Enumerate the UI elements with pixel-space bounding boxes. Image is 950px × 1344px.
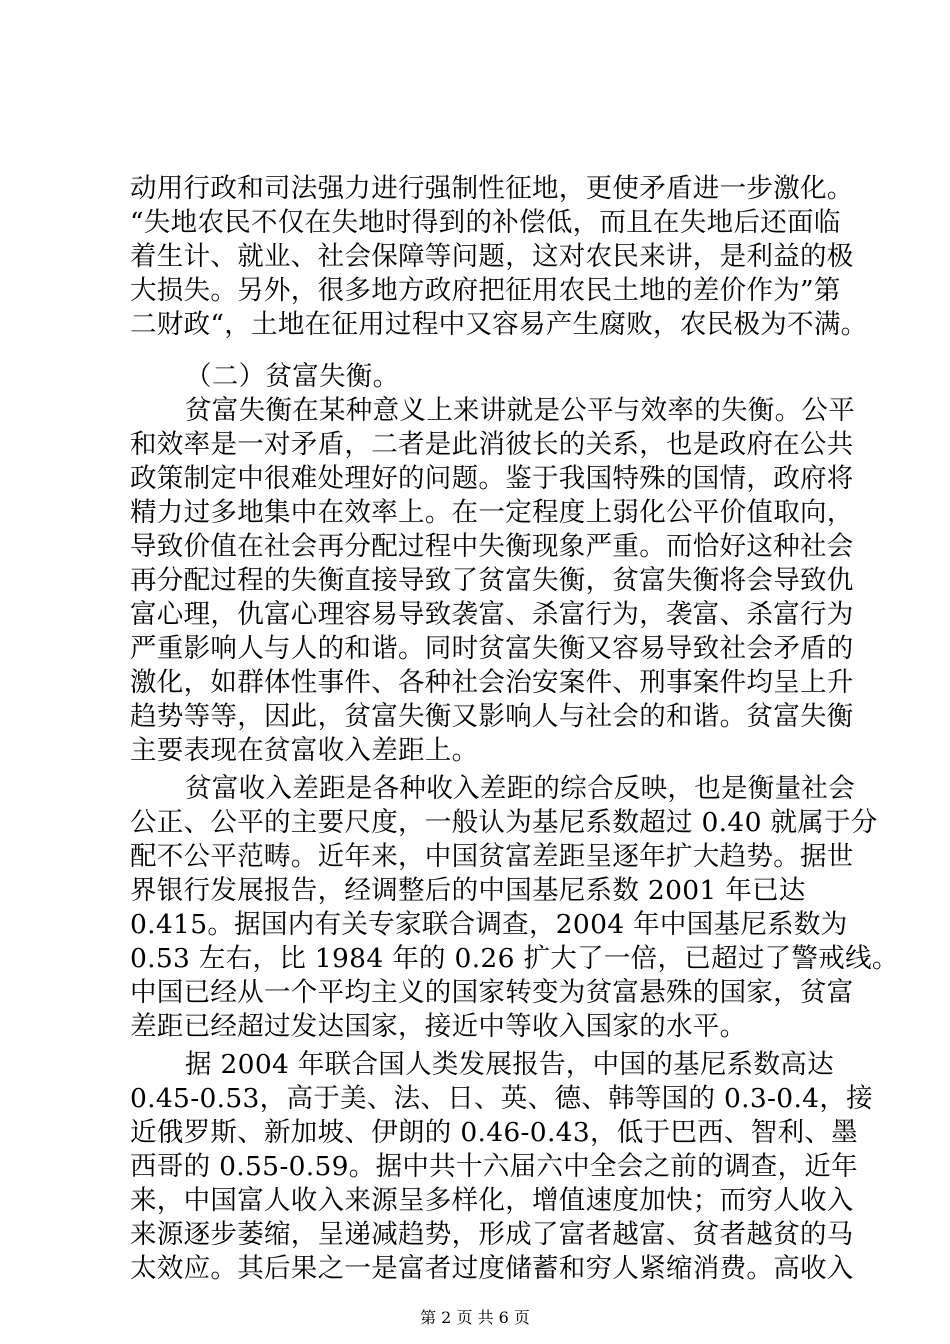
text-line: 精力过多地集中在效率上。在一定程度上弱化公平价值取向， xyxy=(130,497,854,528)
text-line: 据 2004 年联合国人类发展报告，中国的基尼系数高达 xyxy=(185,1049,834,1080)
text-line: 差距已经超过发达国家，接近中等收入国家的水平。 xyxy=(130,1011,747,1042)
page-number-footer: 第 2 页 共 6 页 xyxy=(420,1308,530,1327)
text-line: 0.53 左右，比 1984 年的 0.26 扩大了一倍，已超过了警戒线。 xyxy=(130,943,899,974)
text-line: 动用行政和司法强力进行强制性征地，更使矛盾进一步激化。 xyxy=(130,173,854,204)
text-line: 来，中国富人收入来源呈多样化，增值速度加快；而穷人收入 xyxy=(130,1185,854,1216)
text-line: 中国已经从一个平均主义的国家转变为贫富悬殊的国家，贫富 xyxy=(130,977,854,1008)
text-line: 0.415。据国内有关专家联合调查，2004 年中国基尼系数为 xyxy=(130,909,848,940)
text-line: 激化，如群体性事件、各种社会治安案件、刑事案件均呈上升 xyxy=(130,667,854,698)
text-line: 导致价值在社会再分配过程中失衡现象严重。而恰好这种社会 xyxy=(130,531,854,562)
text-line: 贫富收入差距是各种收入差距的综合反映，也是衡量社会 xyxy=(185,773,855,804)
text-line: 太效应。其后果之一是富者过度储蓄和穷人紧缩消费。高收入 xyxy=(130,1253,854,1284)
text-line: 界银行发展报告，经调整后的中国基尼系数 2001 年已达 xyxy=(130,875,806,906)
text-line: 趋势等等，因此，贫富失衡又影响人与社会的和谐。贫富失衡 xyxy=(130,701,854,732)
text-line: 贫富失衡在某种意义上来讲就是公平与效率的失衡。公平 xyxy=(185,395,855,426)
text-line: 来源逐步萎缩，呈递减趋势，形成了富者越富、贫者越贫的马 xyxy=(130,1219,854,1250)
text-line: 近俄罗斯、新加坡、伊朗的 0.46-0.43，低于巴西、智利、墨 xyxy=(130,1117,858,1148)
text-line: 政策制定中很难处理好的问题。鉴于我国特殊的国情，政府将 xyxy=(130,463,854,494)
text-line: “失地农民不仅在失地时得到的补偿低，而且在失地后还面临 xyxy=(130,207,841,238)
text-line: 配不公平范畴。近年来，中国贫富差距呈逐年扩大趋势。据世 xyxy=(130,841,854,872)
text-line: 二财政“，土地在征用过程中又容易产生腐败，农民极为不满。 xyxy=(130,309,868,340)
text-line: 西哥的 0.55-0.59。据中共十六届六中全会之前的调查，近年 xyxy=(130,1151,858,1182)
text-line: 0.45-0.53，高于美、法、日、英、德、韩等国的 0.3-0.4，接 xyxy=(130,1083,873,1114)
text-line: 公正、公平的主要尺度，一般认为基尼系数超过 0.40 就属于分 xyxy=(130,807,878,838)
text-line: 主要表现在贫富收入差距上。 xyxy=(130,735,479,766)
text-line: 再分配过程的失衡直接导致了贫富失衡，贫富失衡将会导致仇 xyxy=(130,565,854,596)
text-line: 严重影响人与人的和谐。同时贫富失衡又容易导致社会矛盾的 xyxy=(130,633,854,664)
text-line: 富心理，仇富心理容易导致袭富、杀富行为，袭富、杀富行为 xyxy=(130,599,854,630)
text-line: 和效率是一对矛盾，二者是此消彼长的关系，也是政府在公共 xyxy=(130,429,854,460)
text-line: 大损失。另外，很多地方政府把征用农民土地的差价作为”第 xyxy=(130,275,841,306)
section-heading: （二）贫富失衡。 xyxy=(185,361,400,392)
text-line: 着生计、就业、社会保障等问题，这对农民来讲，是利益的极 xyxy=(130,241,854,272)
